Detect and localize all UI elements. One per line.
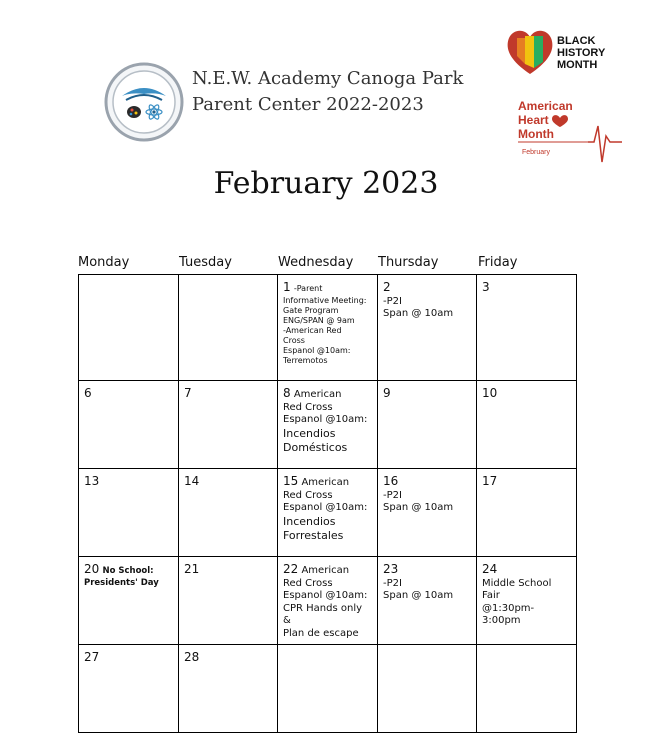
day-number: 9 — [383, 386, 391, 400]
calendar-day-cell[interactable] — [378, 275, 477, 381]
event-line: -P2I — [383, 295, 402, 307]
event-first-line: No School: — [102, 566, 154, 576]
calendar-day-cell[interactable] — [79, 469, 179, 557]
event-line: Espanol @10am: — [283, 345, 351, 355]
ahm-word-month: Month — [518, 127, 554, 141]
event-line: Domésticos — [283, 440, 348, 454]
day-number: 6 — [84, 386, 92, 400]
weekday-monday: Monday — [78, 255, 130, 270]
calendar-day-cell[interactable] — [278, 645, 378, 733]
event-line: Span @ 10am — [383, 590, 454, 601]
day-number: 10 — [482, 386, 498, 400]
day-number: 7 — [184, 386, 192, 400]
event-line: Middle School — [482, 577, 552, 589]
calendar-week-row — [79, 275, 577, 381]
bhm-word-black: BLACK — [557, 35, 596, 47]
calendar-day-cell[interactable] — [477, 275, 577, 381]
event-line: Incendios — [283, 426, 336, 440]
calendar-day-cell[interactable] — [477, 645, 577, 733]
event-line: Espanol @10am: — [283, 414, 368, 425]
weekday-wednesday: Wednesday — [278, 255, 354, 270]
event-line: Fair — [482, 590, 500, 601]
event-line: Espanol @10am: — [283, 502, 368, 513]
calendar-day-cell[interactable] — [278, 381, 378, 469]
bhm-word-month: MONTH — [557, 59, 598, 71]
school-name-line: N.E.W. Academy Canoga Park — [192, 68, 464, 89]
calendar-day-cell[interactable] — [378, 557, 477, 645]
event-first-line: American — [301, 565, 350, 576]
calendar-week-row — [79, 645, 577, 733]
event-line: ENG/SPAN @ 9am — [283, 315, 355, 325]
ahm-sub-february: February — [522, 149, 551, 156]
calendar-day-cell[interactable] — [179, 275, 278, 381]
event-line: Presidents' Day — [84, 577, 159, 588]
event-line: Terremotos — [283, 355, 328, 365]
calendar-day-cell[interactable] — [278, 275, 378, 381]
school-seal-logo — [104, 62, 184, 142]
day-number: 22 — [283, 562, 299, 576]
ahm-word-heart: Heart — [518, 113, 549, 127]
american-heart-month-logo — [514, 96, 624, 172]
event-line: -P2I — [383, 577, 402, 589]
weekday-tuesday: Tuesday — [179, 255, 232, 270]
bhm-word-history: HISTORY — [557, 47, 606, 59]
heart-icon — [552, 115, 568, 127]
school-header — [192, 66, 463, 118]
ahm-word-american: American — [518, 99, 573, 113]
event-line: Span @ 10am — [383, 502, 454, 513]
weekday-friday: Friday — [478, 255, 518, 270]
day-number: 24 — [482, 562, 498, 576]
calendar-day-cell[interactable] — [477, 557, 577, 645]
day-number: 21 — [184, 562, 200, 576]
weekday-thursday: Thursday — [378, 255, 439, 270]
event-line: Red Cross — [283, 577, 333, 589]
calendar-day-cell[interactable] — [79, 275, 179, 381]
calendar-day-cell[interactable] — [179, 469, 278, 557]
event-line: CPR Hands only & — [283, 602, 363, 626]
calendar-day-cell[interactable] — [79, 645, 179, 733]
event-line: Incendios — [283, 514, 336, 528]
event-line: -American Red — [283, 325, 342, 335]
event-line: Gate Program — [283, 305, 339, 315]
calendar-day-cell[interactable] — [378, 645, 477, 733]
calendar-day-cell[interactable] — [477, 381, 577, 469]
event-line: Espanol @10am: — [283, 590, 368, 601]
event-line: Span @ 10am — [383, 308, 454, 319]
calendar-week-row — [79, 381, 577, 469]
event-line: Informative Meeting: — [283, 295, 367, 305]
day-number: 23 — [383, 562, 399, 576]
calendar-day-cell[interactable] — [179, 645, 278, 733]
event-first-line: -Parent — [293, 284, 323, 293]
black-history-month-logo — [503, 24, 613, 78]
day-number: 14 — [184, 474, 200, 488]
calendar-day-cell[interactable] — [79, 381, 179, 469]
day-number: 16 — [383, 474, 399, 488]
calendar-day-cell[interactable] — [278, 557, 378, 645]
event-first-line: American — [293, 389, 342, 400]
calendar-grid — [78, 274, 577, 733]
event-line: Plan de escape — [283, 627, 359, 639]
event-line: Red Cross — [283, 401, 333, 413]
day-number: 8 — [283, 386, 291, 400]
day-number: 27 — [84, 650, 100, 664]
event-first-line: American — [301, 477, 350, 488]
calendar-day-cell[interactable] — [79, 557, 179, 645]
calendar-day-cell[interactable] — [179, 381, 278, 469]
parent-center-line: Parent Center 2022-2023 — [192, 94, 424, 115]
event-line: Cross — [283, 335, 305, 345]
day-number: 3 — [482, 280, 490, 294]
day-number: 17 — [482, 474, 498, 488]
day-number: 2 — [383, 280, 391, 294]
weekday-header-row — [78, 255, 578, 275]
calendar-day-cell[interactable] — [278, 469, 378, 557]
day-number: 13 — [84, 474, 100, 488]
month-title: February 2023 — [213, 166, 439, 201]
day-number: 28 — [184, 650, 200, 664]
event-line: Red Cross — [283, 489, 333, 501]
event-line: Forrestales — [283, 528, 344, 542]
calendar-week-row — [79, 469, 577, 557]
calendar-day-cell[interactable] — [179, 557, 278, 645]
day-number: 15 — [283, 474, 299, 488]
calendar-week-row — [79, 557, 577, 645]
event-line: @1:30pm-3:00pm — [482, 602, 535, 626]
event-line: -P2I — [383, 489, 402, 501]
calendar-day-cell[interactable] — [378, 469, 477, 557]
calendar-day-cell[interactable] — [378, 381, 477, 469]
day-number: 20 — [84, 562, 100, 576]
calendar-day-cell[interactable] — [477, 469, 577, 557]
day-number: 1 — [283, 280, 291, 294]
